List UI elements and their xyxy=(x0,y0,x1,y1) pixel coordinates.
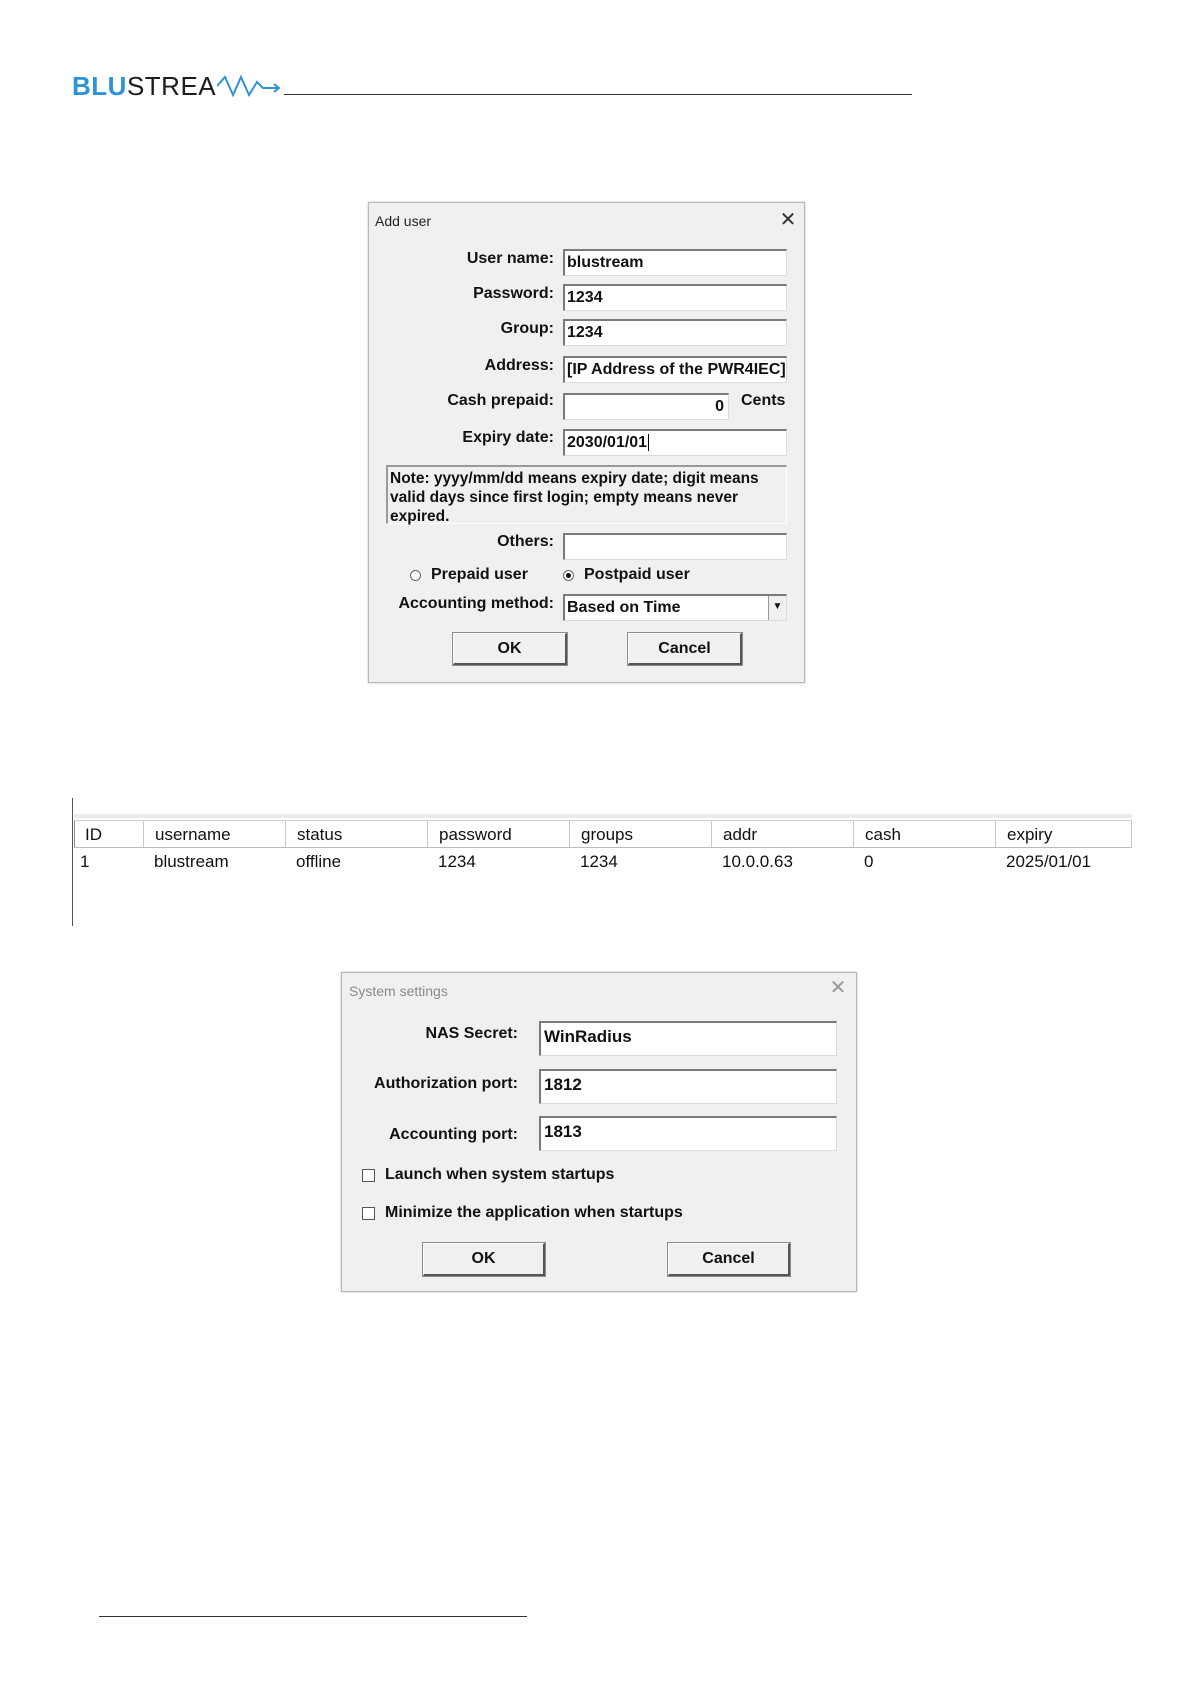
accounting-method-select[interactable] xyxy=(563,594,787,621)
minimize-on-startup-checkbox[interactable] xyxy=(362,1207,375,1220)
authorization-port-label: Authorization port: xyxy=(374,1075,518,1092)
close-icon[interactable]: ✕ xyxy=(779,209,797,231)
close-icon[interactable]: ✕ xyxy=(829,977,847,999)
expiry-date-field[interactable] xyxy=(563,429,787,456)
cell-password: 1234 xyxy=(438,852,476,871)
username-label: User name: xyxy=(466,250,554,267)
column-header-username[interactable]: username xyxy=(144,821,286,847)
table-left-border-lower xyxy=(72,820,73,926)
ok-button[interactable]: OK xyxy=(423,1243,545,1276)
prepaid-radio[interactable] xyxy=(410,570,421,581)
cell-groups: 1234 xyxy=(580,852,618,871)
cancel-button[interactable]: Cancel xyxy=(628,633,742,665)
nas-secret-field[interactable]: WinRadius xyxy=(539,1021,837,1056)
brand-logo-part2: STREA xyxy=(126,70,217,101)
header-rule xyxy=(284,94,912,95)
address-field[interactable]: [IP Address of the PWR4IEC] xyxy=(563,356,787,383)
cash-prepaid-field[interactable]: 0 xyxy=(563,393,729,420)
users-table xyxy=(72,798,1132,926)
nas-secret-label: NAS Secret: xyxy=(425,1025,518,1042)
chevron-down-icon[interactable]: ▼ xyxy=(768,596,786,620)
cash-prepaid-label: Cash prepaid: xyxy=(447,392,554,409)
dialog-title: System settings xyxy=(349,983,448,999)
expiry-note: Note: yyyy/mm/dd means expiry date; digit means valid days since first login; empty means never expired. xyxy=(386,465,787,524)
column-header-groups[interactable]: groups xyxy=(570,821,712,847)
expiry-date-value: 2030/01/01 xyxy=(567,434,648,451)
add-user-dialog xyxy=(368,202,805,683)
cancel-button[interactable]: Cancel xyxy=(668,1243,790,1276)
cell-username: blustream xyxy=(154,852,229,871)
minimize-on-startup-label[interactable]: Minimize the application when startups xyxy=(385,1204,683,1221)
prepaid-radio-label[interactable]: Prepaid user xyxy=(431,566,528,583)
username-field[interactable]: blustream xyxy=(563,249,787,276)
group-field[interactable]: 1234 xyxy=(563,319,787,346)
cell-status: offline xyxy=(296,852,342,871)
address-label: Address: xyxy=(484,357,554,374)
dialog-title: Add user xyxy=(375,213,432,229)
ok-button[interactable]: OK xyxy=(453,633,567,665)
footer-rule xyxy=(99,1616,527,1617)
accounting-method-value: Based on Time xyxy=(567,599,681,616)
cell-addr: 10.0.0.63 xyxy=(722,852,793,871)
text-caret xyxy=(648,434,649,451)
others-label: Others: xyxy=(497,533,554,550)
accounting-port-field[interactable]: 1813 xyxy=(539,1116,837,1151)
brand-wave-icon xyxy=(217,74,283,98)
table-header xyxy=(74,820,1132,848)
expiry-date-label: Expiry date: xyxy=(462,429,554,446)
group-label: Group: xyxy=(500,320,554,337)
column-header-password[interactable]: password xyxy=(428,821,570,847)
cash-unit-label: Cents xyxy=(741,392,786,409)
system-settings-dialog xyxy=(341,972,857,1292)
table-row[interactable] xyxy=(74,852,1132,872)
brand-logo-part1: BLU xyxy=(72,70,127,101)
authorization-port-field[interactable]: 1812 xyxy=(539,1069,837,1104)
column-header-cash[interactable]: cash xyxy=(854,821,996,847)
launch-on-startup-checkbox[interactable] xyxy=(362,1169,375,1182)
column-header-expiry[interactable]: expiry xyxy=(996,821,1132,847)
password-label: Password: xyxy=(473,285,554,302)
column-header-status[interactable]: status xyxy=(286,821,428,847)
launch-on-startup-label[interactable]: Launch when system startups xyxy=(385,1166,615,1183)
column-header-addr[interactable]: addr xyxy=(712,821,854,847)
column-header-id[interactable]: ID xyxy=(74,821,144,847)
password-field[interactable]: 1234 xyxy=(563,284,787,311)
accounting-port-label: Accounting port: xyxy=(389,1126,518,1143)
cell-expiry: 2025/01/01 xyxy=(1006,852,1092,871)
brand-logo xyxy=(72,70,283,102)
others-field[interactable] xyxy=(563,533,787,560)
postpaid-radio[interactable] xyxy=(563,570,574,581)
table-left-border xyxy=(72,798,73,822)
table-top-band xyxy=(74,814,1132,818)
cell-cash: 0 xyxy=(864,852,874,871)
cell-id: 1 xyxy=(80,852,90,871)
accounting-method-label: Accounting method: xyxy=(398,595,554,612)
postpaid-radio-label[interactable]: Postpaid user xyxy=(584,566,690,583)
